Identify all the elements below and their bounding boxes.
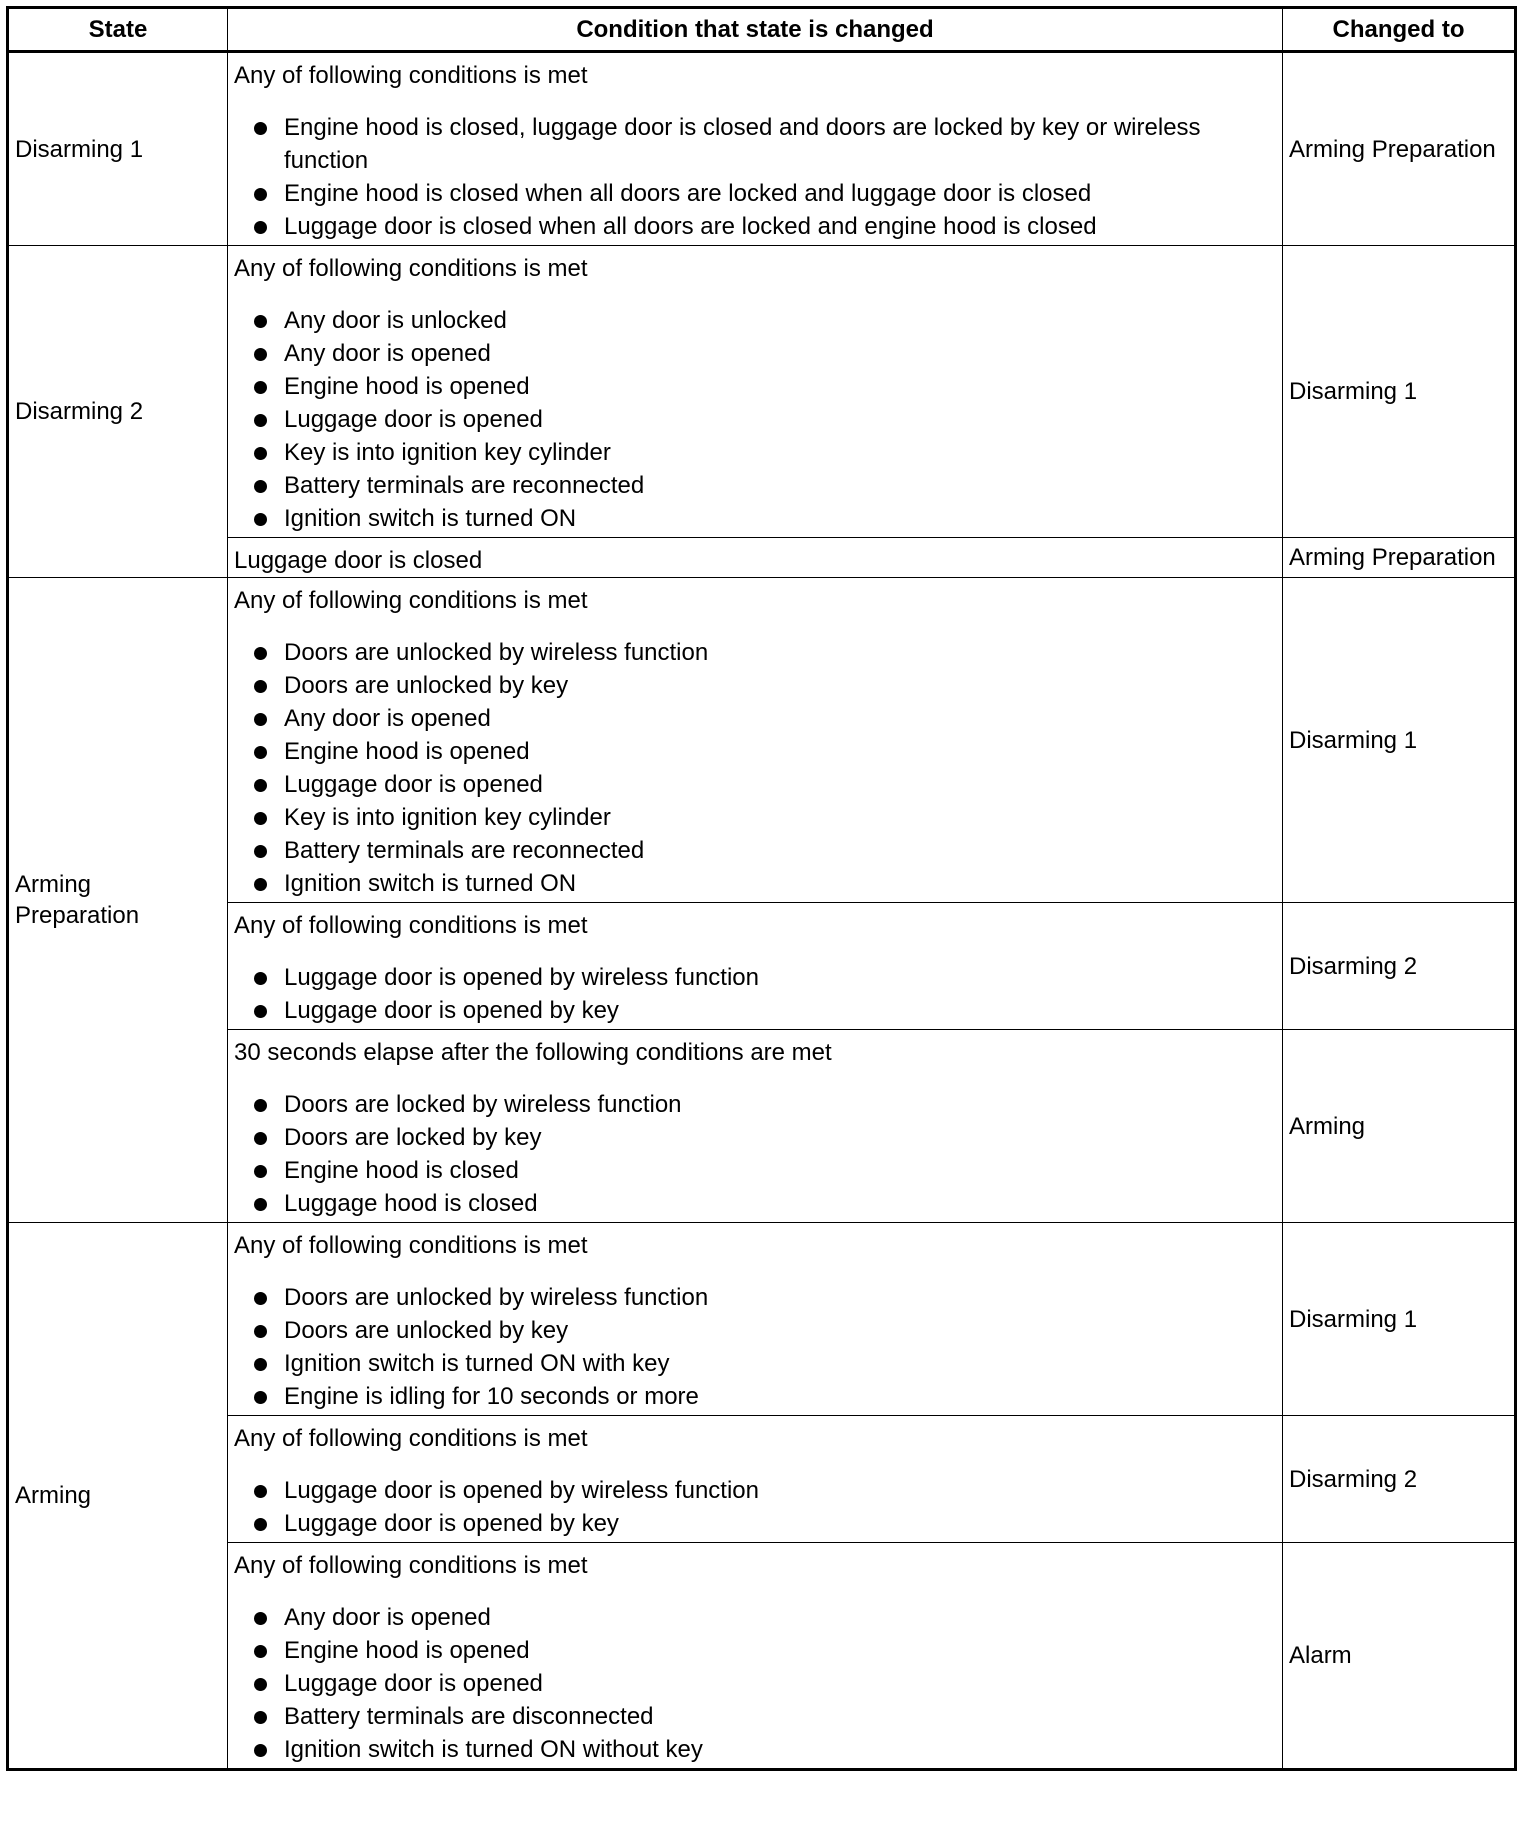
list-item	[234, 1154, 1276, 1187]
bullet-icon	[254, 1005, 267, 1018]
condition-text: Battery terminals are reconnected	[284, 837, 645, 864]
condition-intro: Luggage door is closed	[234, 547, 483, 574]
list-item	[234, 111, 1276, 177]
changed-to-cell: Disarming 2	[1283, 1416, 1516, 1543]
list-item	[234, 337, 1276, 370]
bullet-icon	[254, 1391, 267, 1404]
state-cell: Arming Preparation	[8, 578, 228, 1223]
header-row	[8, 8, 1516, 52]
condition-intro: Any of following conditions is met	[234, 587, 588, 614]
condition-text: Luggage door is closed when all doors are locked and engine hood is closed	[284, 213, 1097, 240]
table-row	[8, 1030, 1516, 1223]
list-item	[234, 867, 1276, 900]
list-item	[234, 1347, 1276, 1380]
condition-cell	[228, 903, 1283, 1030]
bullet-icon	[254, 1132, 267, 1145]
list-item	[234, 801, 1276, 834]
changed-to-cell: Disarming 1	[1283, 1223, 1516, 1416]
condition-text: Engine hood is closed when all doors are locked and luggage door is closed	[284, 180, 1092, 207]
bullet-icon	[254, 348, 267, 361]
changed-to-cell: Alarm	[1283, 1543, 1516, 1770]
list-item	[234, 768, 1276, 801]
condition-text: Luggage hood is closed	[284, 1190, 538, 1217]
bullet-icon	[254, 1711, 267, 1724]
condition-text: Engine hood is closed	[284, 1157, 519, 1184]
table-row	[8, 1543, 1516, 1770]
condition-text: Luggage door is opened by wireless function	[284, 1477, 759, 1504]
condition-text: Engine hood is opened	[284, 1637, 530, 1664]
condition-text: Doors are unlocked by key	[284, 672, 569, 699]
condition-text: Luggage door is opened by key	[284, 997, 619, 1024]
list-item	[234, 177, 1276, 210]
condition-text: Doors are locked by key	[284, 1124, 542, 1151]
bullet-icon	[254, 1099, 267, 1112]
list-item	[234, 1281, 1276, 1314]
condition-cell	[228, 538, 1283, 578]
list-item	[234, 1634, 1276, 1667]
condition-list	[234, 304, 1276, 535]
header-condition: Condition that state is changed	[228, 8, 1283, 52]
list-item	[234, 1700, 1276, 1733]
table-row	[8, 538, 1516, 578]
bullet-icon	[254, 513, 267, 526]
bullet-icon	[254, 680, 267, 693]
condition-text: Ignition switch is turned ON with key	[284, 1350, 670, 1377]
condition-cell	[228, 52, 1283, 246]
bullet-icon	[254, 779, 267, 792]
list-item	[234, 304, 1276, 337]
list-item	[234, 702, 1276, 735]
bullet-icon	[254, 1744, 267, 1757]
changed-to-cell: Disarming 1	[1283, 578, 1516, 903]
condition-intro: 30 seconds elapse after the following conditions are met	[234, 1039, 832, 1066]
changed-to-cell: Arming Preparation	[1283, 538, 1516, 578]
list-item	[234, 1121, 1276, 1154]
condition-text: Doors are unlocked by key	[284, 1317, 569, 1344]
bullet-icon	[254, 1612, 267, 1625]
bullet-icon	[254, 315, 267, 328]
list-item	[234, 1314, 1276, 1347]
condition-list	[234, 111, 1276, 243]
bullet-icon	[254, 647, 267, 660]
bullet-icon	[254, 845, 267, 858]
bullet-icon	[254, 188, 267, 201]
condition-text: Luggage door is opened by key	[284, 1510, 619, 1537]
list-item	[234, 210, 1276, 243]
list-item	[234, 994, 1276, 1027]
bullet-icon	[254, 1358, 267, 1371]
condition-text: Luggage door is opened	[284, 406, 543, 433]
bullet-icon	[254, 1292, 267, 1305]
bullet-icon	[254, 1678, 267, 1691]
condition-cell	[228, 578, 1283, 903]
condition-text: Doors are unlocked by wireless function	[284, 1284, 709, 1311]
list-item	[234, 834, 1276, 867]
bullet-icon	[254, 1645, 267, 1658]
condition-text: Luggage door is opened	[284, 771, 543, 798]
list-item	[234, 1380, 1276, 1413]
condition-text: Key is into ignition key cylinder	[284, 804, 611, 831]
condition-text: Any door is opened	[284, 340, 491, 367]
list-item	[234, 735, 1276, 768]
state-cell: Disarming 1	[8, 52, 228, 246]
list-item	[234, 1733, 1276, 1766]
header-changed-to: Changed to	[1283, 8, 1516, 52]
bullet-icon	[254, 1198, 267, 1211]
table-row	[8, 52, 1516, 246]
condition-text: Any door is unlocked	[284, 307, 507, 334]
condition-text: Engine hood is opened	[284, 738, 530, 765]
bullet-icon	[254, 480, 267, 493]
condition-list	[234, 636, 1276, 900]
condition-text: Luggage door is opened	[284, 1670, 543, 1697]
condition-text: Any door is opened	[284, 1604, 491, 1631]
condition-text: Doors are locked by wireless function	[284, 1091, 682, 1118]
bullet-icon	[254, 1165, 267, 1178]
table-row	[8, 903, 1516, 1030]
table-row	[8, 1223, 1516, 1416]
condition-text: Engine hood is closed, luggage door is closed and doors are locked by key or wireless function	[284, 114, 1201, 174]
header-state: State	[8, 8, 228, 52]
condition-intro: Any of following conditions is met	[234, 912, 588, 939]
condition-intro: Any of following conditions is met	[234, 1552, 588, 1579]
bullet-icon	[254, 713, 267, 726]
bullet-icon	[254, 1518, 267, 1531]
condition-list	[234, 1601, 1276, 1766]
condition-cell	[228, 246, 1283, 538]
list-item	[234, 1667, 1276, 1700]
list-item	[234, 669, 1276, 702]
condition-cell	[228, 1030, 1283, 1223]
list-item	[234, 1474, 1276, 1507]
bullet-icon	[254, 812, 267, 825]
condition-list	[234, 1474, 1276, 1540]
condition-cell	[228, 1416, 1283, 1543]
condition-text: Ignition switch is turned ON without key	[284, 1736, 703, 1763]
state-cell: Disarming 2	[8, 246, 228, 578]
table-body	[8, 52, 1516, 1770]
condition-text: Ignition switch is turned ON	[284, 870, 577, 897]
condition-list	[234, 961, 1276, 1027]
condition-intro: Any of following conditions is met	[234, 255, 588, 282]
condition-text: Battery terminals are disconnected	[284, 1703, 654, 1730]
condition-text: Luggage door is opened by wireless function	[284, 964, 759, 991]
condition-intro: Any of following conditions is met	[234, 1425, 588, 1452]
table-row	[8, 1416, 1516, 1543]
bullet-icon	[254, 878, 267, 891]
condition-cell	[228, 1543, 1283, 1770]
changed-to-cell: Disarming 2	[1283, 903, 1516, 1030]
state-cell: Arming	[8, 1223, 228, 1770]
bullet-icon	[254, 447, 267, 460]
condition-text: Engine hood is opened	[284, 373, 530, 400]
bullet-icon	[254, 1485, 267, 1498]
list-item	[234, 961, 1276, 994]
bullet-icon	[254, 381, 267, 394]
list-item	[234, 1187, 1276, 1220]
condition-intro: Any of following conditions is met	[234, 62, 588, 89]
condition-intro: Any of following conditions is met	[234, 1232, 588, 1259]
condition-text: Any door is opened	[284, 705, 491, 732]
list-item	[234, 370, 1276, 403]
list-item	[234, 403, 1276, 436]
list-item	[234, 1601, 1276, 1634]
bullet-icon	[254, 122, 267, 135]
list-item	[234, 636, 1276, 669]
table-row	[8, 246, 1516, 538]
changed-to-cell: Disarming 1	[1283, 246, 1516, 538]
list-item	[234, 502, 1276, 535]
list-item	[234, 1088, 1276, 1121]
bullet-icon	[254, 1325, 267, 1338]
condition-text: Engine is idling for 10 seconds or more	[284, 1383, 699, 1410]
table-row	[8, 578, 1516, 903]
bullet-icon	[254, 414, 267, 427]
condition-list	[234, 1281, 1276, 1413]
condition-text: Ignition switch is turned ON	[284, 505, 577, 532]
bullet-icon	[254, 221, 267, 234]
condition-text: Doors are unlocked by wireless function	[284, 639, 709, 666]
list-item	[234, 1507, 1276, 1540]
condition-list	[234, 1088, 1276, 1220]
list-item	[234, 436, 1276, 469]
changed-to-cell: Arming	[1283, 1030, 1516, 1223]
condition-text: Key is into ignition key cylinder	[284, 439, 611, 466]
bullet-icon	[254, 746, 267, 759]
condition-cell	[228, 1223, 1283, 1416]
bullet-icon	[254, 972, 267, 985]
changed-to-cell: Arming Preparation	[1283, 52, 1516, 246]
condition-text: Battery terminals are reconnected	[284, 472, 645, 499]
list-item	[234, 469, 1276, 502]
state-transition-table	[6, 6, 1517, 1771]
